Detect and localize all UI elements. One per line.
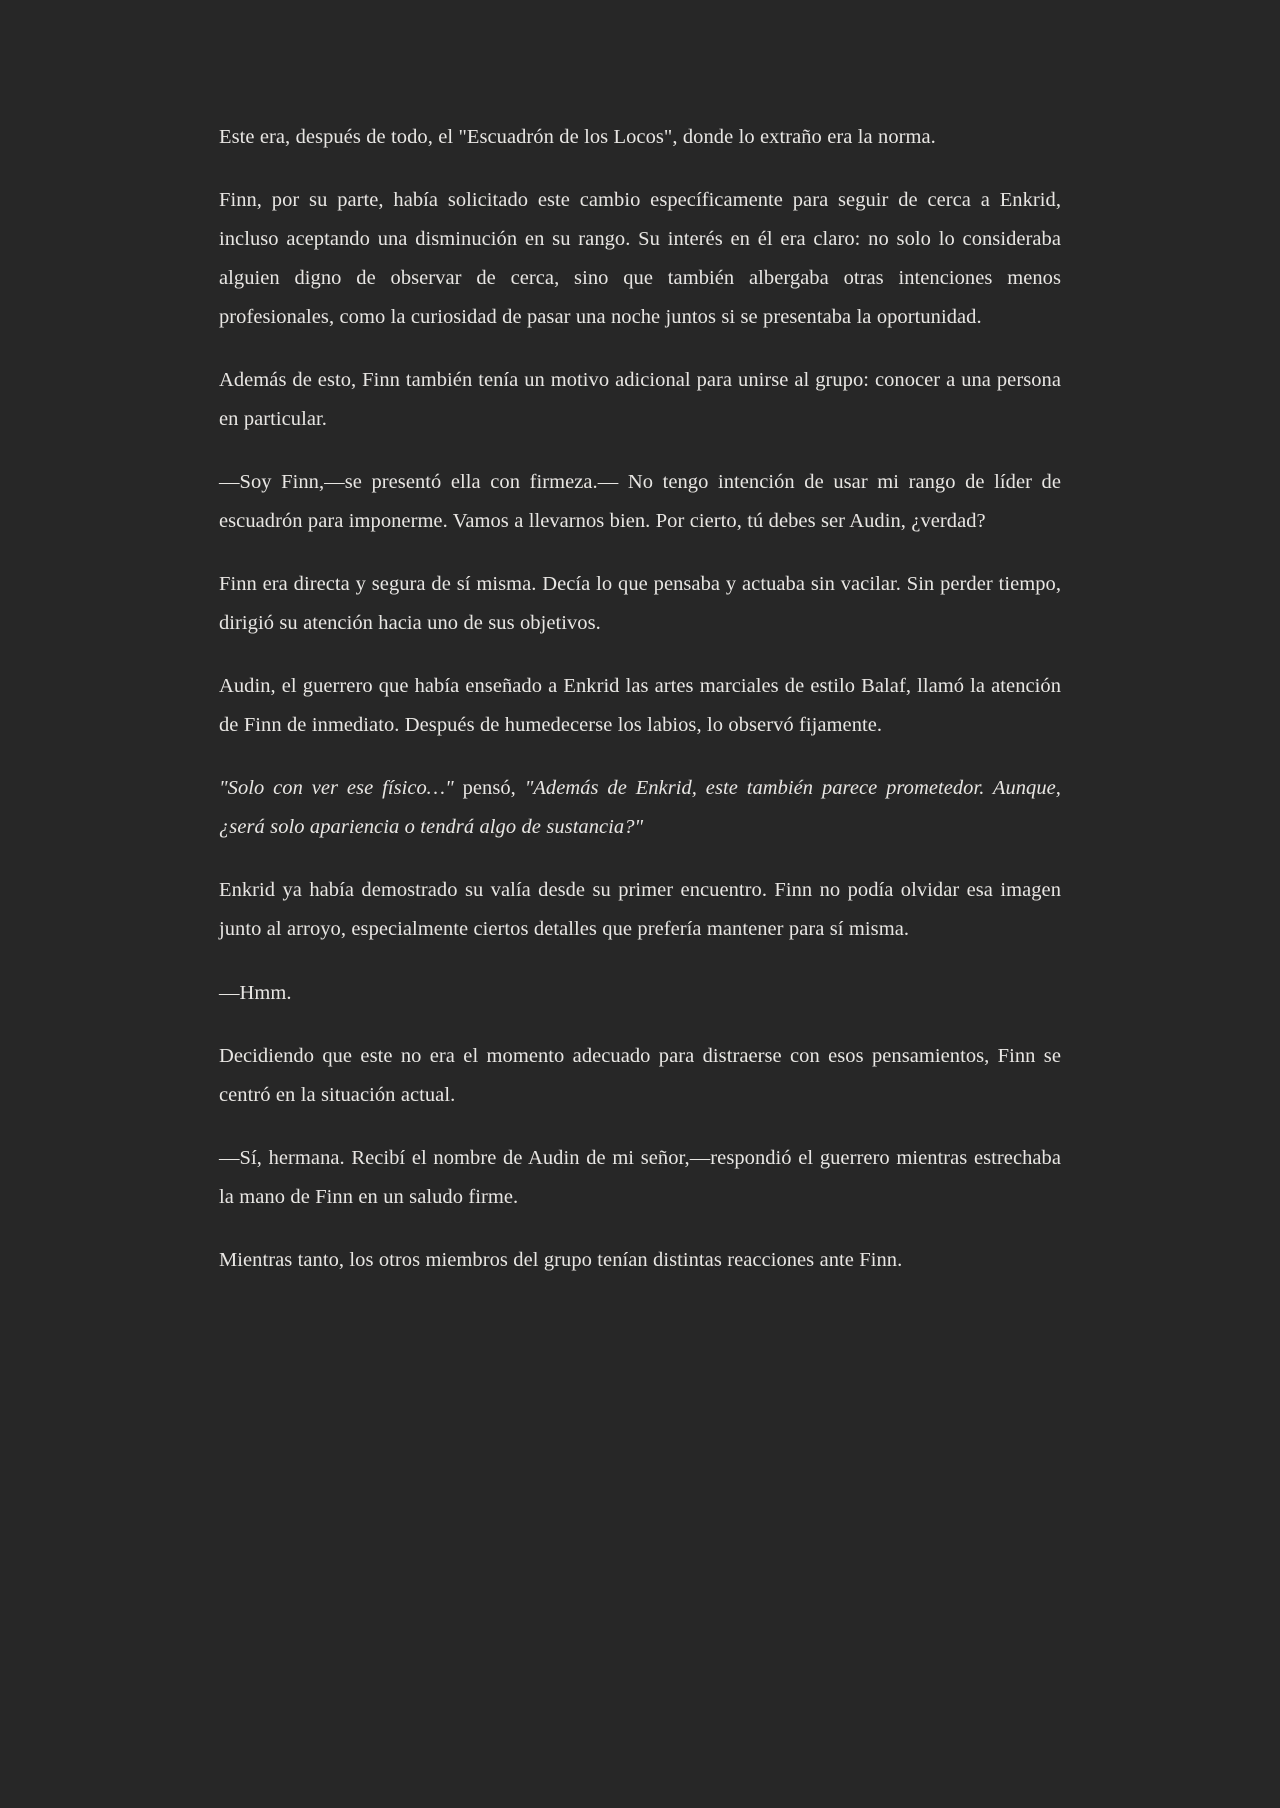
paragraph-2: Finn, por su parte, había solicitado este cambio específicamente para seguir de cerca a Enkrid, incluso aceptando una disminución en su rango. Su interés en él era claro: no solo lo consideraba alguien digno de observar de cerca, sino que también albergaba otras intenciones menos profesionales, como la curiosidad de pasar una noche juntos si se presentaba la oportunidad. xyxy=(219,189,1061,328)
paragraph-5: Finn era directa y segura de sí misma. Decía lo que pensaba y actuaba sin vacilar. Sin perder tiempo, dirigió su atención hacia uno de sus objetivos. xyxy=(219,573,1061,634)
paragraph-12: Mientras tanto, los otros miembros del grupo tenían distintas reacciones ante Finn. xyxy=(219,1249,903,1272)
thought-attribution: pensó, xyxy=(453,777,525,800)
thought-fragment-1: "Solo con ver ese físico…" xyxy=(219,777,454,800)
paragraph-3: Además de esto, Finn también tenía un motivo adicional para unirse al grupo: conocer a una persona en particular. xyxy=(219,368,1061,430)
paragraph-4-dialogue-finn: —Soy Finn,—se presentó ella con firmeza.— No tengo intención de usar mi rango de líder de escuadrón para imponerme. Vamos a llevarnos bien. Por cierto, tú debes ser Audin, ¿verdad? xyxy=(219,471,1061,532)
paragraph-1: Este era, después de todo, el "Escuadrón de los Locos", donde lo extraño era la norma. xyxy=(219,126,936,148)
chapter-body xyxy=(219,0,1061,1400)
paragraph-10: Decidiendo que este no era el momento adecuado para distraerse con esos pensamientos, Finn se centró en la situación actual. xyxy=(219,1044,1061,1106)
paragraph-9-dialogue-hmm: —Hmm. xyxy=(219,981,292,1004)
paragraph-7-inner-thought xyxy=(219,769,1061,847)
paragraph-6: Audin, el guerrero que había enseñado a Enkrid las artes marciales de estilo Balaf, llamó la atención de Finn de inmediato. Después de humedecerse los labios, lo observó fijamente. xyxy=(219,675,1061,737)
thought-fragment-2: "Además de Enkrid, este también parece prometedor. Aunque, ¿será solo apariencia o tendrá algo de sustancia?" xyxy=(219,777,1061,839)
paragraph-11-dialogue-audin: —Sí, hermana. Recibí el nombre de Audin de mi señor,—respondió el guerrero mientras estrechaba la mano de Finn en un saludo firme. xyxy=(219,1146,1061,1208)
paragraph-8: Enkrid ya había demostrado su valía desde su primer encuentro. Finn no podía olvidar esa imagen junto al arroyo, especialmente ciertos detalles que prefería mantener para sí misma. xyxy=(219,879,1061,941)
